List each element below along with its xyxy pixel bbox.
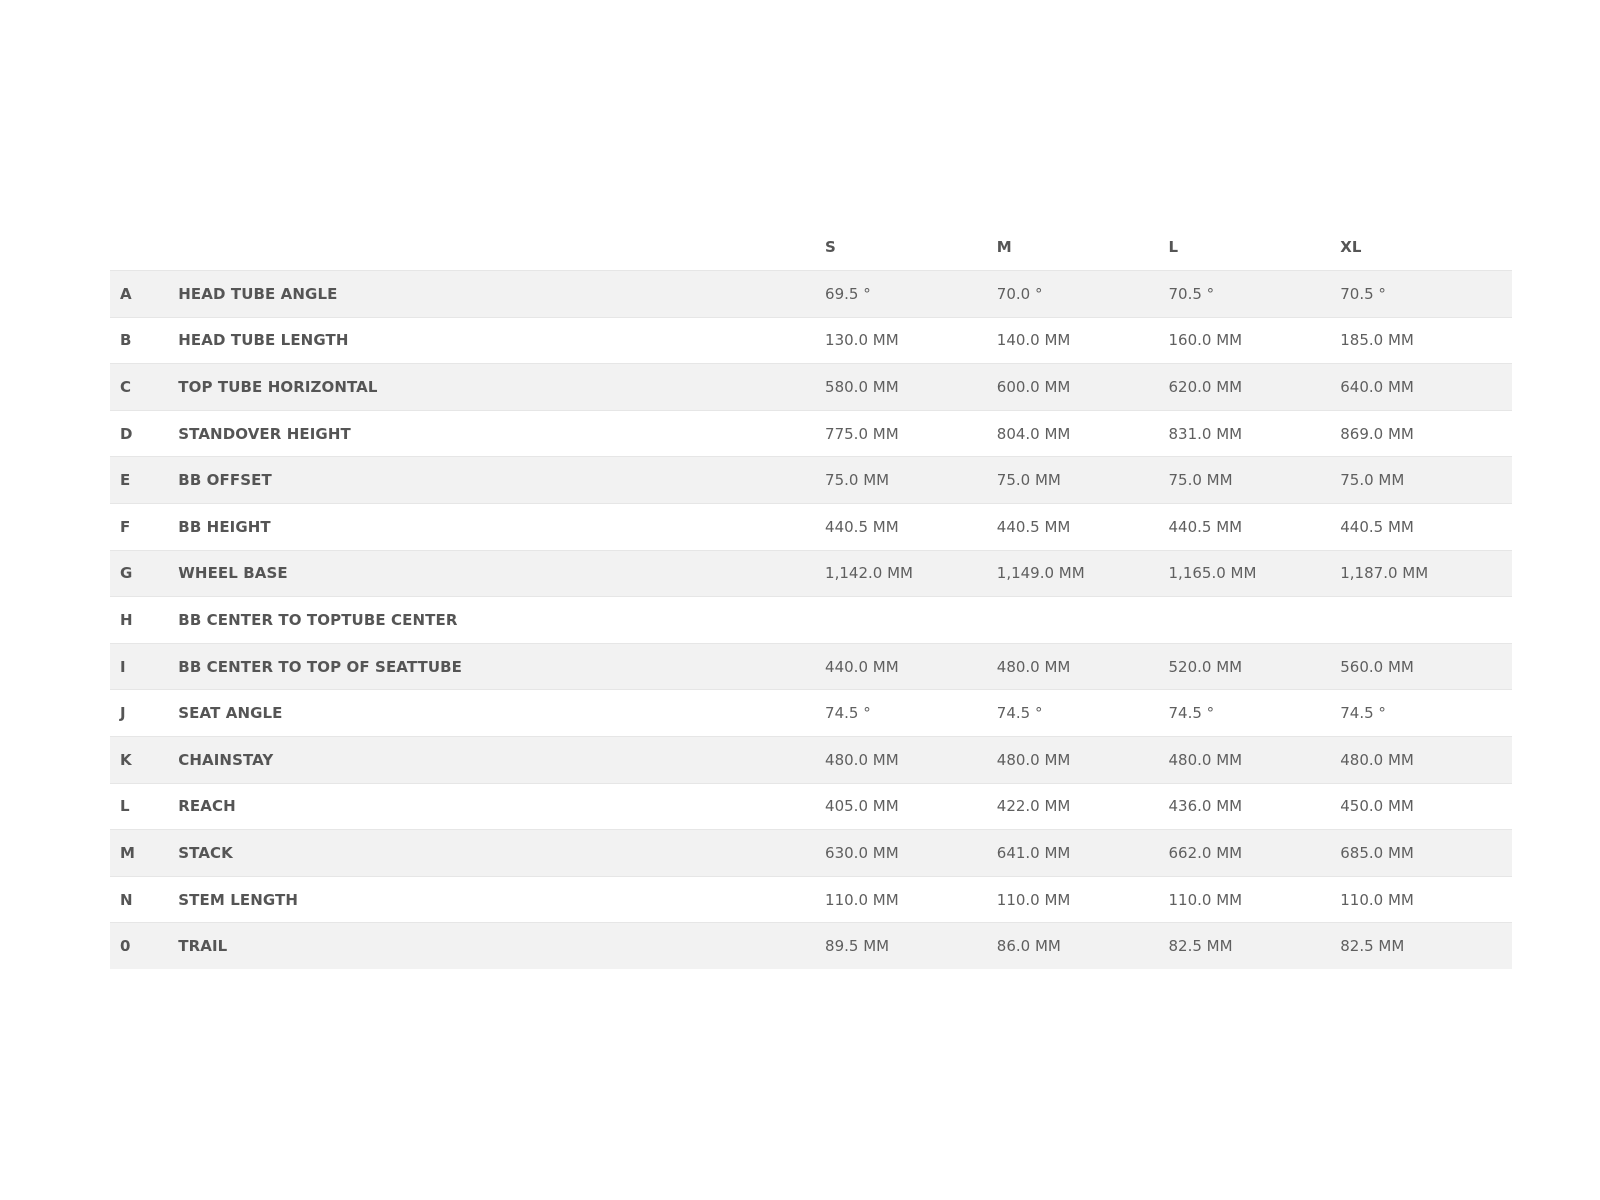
table-row (110, 690, 1512, 737)
value-cell-l: 110.0 MM (1169, 876, 1341, 923)
row-label: BB HEIGHT (178, 503, 825, 550)
row-letter: D (110, 410, 178, 457)
table-row (110, 364, 1512, 411)
value-cell-xl: 110.0 MM (1340, 876, 1512, 923)
value-cell-l: 1,165.0 MM (1169, 550, 1341, 597)
value-cell-l (1169, 597, 1341, 644)
row-letter: 0 (110, 923, 178, 970)
row-label: STACK (178, 830, 825, 877)
value-cell-l: 662.0 MM (1169, 830, 1341, 877)
table-body (110, 271, 1512, 970)
value-cell-xl: 560.0 MM (1340, 643, 1512, 690)
value-cell-xl: 1,187.0 MM (1340, 550, 1512, 597)
value-cell-m: 480.0 MM (997, 643, 1169, 690)
row-label: STEM LENGTH (178, 876, 825, 923)
value-cell-xl: 70.5 ° (1340, 271, 1512, 318)
value-cell-l: 75.0 MM (1169, 457, 1341, 504)
value-cell-m: 86.0 MM (997, 923, 1169, 970)
row-letter: A (110, 271, 178, 318)
value-cell-s: 480.0 MM (825, 736, 997, 783)
value-cell-l: 436.0 MM (1169, 783, 1341, 830)
row-letter: F (110, 503, 178, 550)
table-row (110, 550, 1512, 597)
value-cell-xl: 685.0 MM (1340, 830, 1512, 877)
value-cell-l: 440.5 MM (1169, 503, 1341, 550)
value-cell-xl: 185.0 MM (1340, 317, 1512, 364)
value-cell-s: 89.5 MM (825, 923, 997, 970)
value-cell-s: 69.5 ° (825, 271, 997, 318)
table-header (110, 224, 1512, 271)
table-row (110, 317, 1512, 364)
header-size-m: M (996, 238, 1012, 256)
row-letter: E (110, 457, 178, 504)
value-cell-s: 630.0 MM (825, 830, 997, 877)
value-cell-s: 440.5 MM (825, 503, 997, 550)
value-cell-m: 70.0 ° (997, 271, 1169, 318)
row-label: TOP TUBE HORIZONTAL (178, 364, 825, 411)
value-cell-xl: 74.5 ° (1340, 690, 1512, 737)
value-cell-m: 1,149.0 MM (997, 550, 1169, 597)
value-cell-xl: 480.0 MM (1340, 736, 1512, 783)
value-cell-l: 480.0 MM (1169, 736, 1341, 783)
value-cell-m: 74.5 ° (997, 690, 1169, 737)
value-cell-l: 620.0 MM (1169, 364, 1341, 411)
value-cell-m: 600.0 MM (997, 364, 1169, 411)
row-label: BB OFFSET (178, 457, 825, 504)
table-row (110, 503, 1512, 550)
value-cell-l: 70.5 ° (1169, 271, 1341, 318)
value-cell-xl: 82.5 MM (1340, 923, 1512, 970)
value-cell-s: 440.0 MM (825, 643, 997, 690)
header-letter-column (110, 224, 178, 271)
header-size-xl: XL (1340, 238, 1362, 256)
value-cell-m: 422.0 MM (997, 783, 1169, 830)
row-label: STANDOVER HEIGHT (178, 410, 825, 457)
value-cell-s: 74.5 ° (825, 690, 997, 737)
value-cell-m: 641.0 MM (997, 830, 1169, 877)
value-cell-xl: 869.0 MM (1340, 410, 1512, 457)
value-cell-s: 130.0 MM (825, 317, 997, 364)
table-row (110, 271, 1512, 318)
row-label: HEAD TUBE LENGTH (178, 317, 825, 364)
value-cell-m: 110.0 MM (997, 876, 1169, 923)
row-label: HEAD TUBE ANGLE (178, 271, 825, 318)
value-cell-l: 82.5 MM (1169, 923, 1341, 970)
row-label: REACH (178, 783, 825, 830)
value-cell-m: 480.0 MM (997, 736, 1169, 783)
row-letter: H (110, 597, 178, 644)
value-cell-m (997, 597, 1169, 644)
value-cell-m: 75.0 MM (997, 457, 1169, 504)
table-row (110, 830, 1512, 877)
table-row (110, 597, 1512, 644)
row-label: WHEEL BASE (178, 550, 825, 597)
row-letter: G (110, 550, 178, 597)
table-row (110, 783, 1512, 830)
row-letter: I (110, 643, 178, 690)
table-row (110, 410, 1512, 457)
value-cell-l: 74.5 ° (1169, 690, 1341, 737)
row-letter: N (110, 876, 178, 923)
row-letter: C (110, 364, 178, 411)
row-letter: M (110, 830, 178, 877)
row-label: BB CENTER TO TOPTUBE CENTER (178, 597, 825, 644)
table-row (110, 736, 1512, 783)
value-cell-m: 140.0 MM (997, 317, 1169, 364)
header-label-column (178, 224, 825, 271)
value-cell-s: 580.0 MM (825, 364, 997, 411)
value-cell-xl: 450.0 MM (1340, 783, 1512, 830)
row-letter: K (110, 736, 178, 783)
table-row (110, 643, 1512, 690)
value-cell-s: 1,142.0 MM (825, 550, 997, 597)
row-letter: J (110, 690, 178, 737)
row-letter: B (110, 317, 178, 364)
header-size-l: L (1168, 238, 1179, 256)
value-cell-xl: 75.0 MM (1340, 457, 1512, 504)
value-cell-xl: 440.5 MM (1340, 503, 1512, 550)
value-cell-m: 804.0 MM (997, 410, 1169, 457)
value-cell-xl: 640.0 MM (1340, 364, 1512, 411)
table-row (110, 457, 1512, 504)
row-label: CHAINSTAY (178, 736, 825, 783)
header-size-s: S (825, 238, 836, 256)
row-label: TRAIL (178, 923, 825, 970)
value-cell-s: 405.0 MM (825, 783, 997, 830)
value-cell-m: 440.5 MM (997, 503, 1169, 550)
geometry-table (110, 224, 1512, 969)
value-cell-s: 775.0 MM (825, 410, 997, 457)
table-row (110, 876, 1512, 923)
table-row (110, 923, 1512, 970)
value-cell-s: 110.0 MM (825, 876, 997, 923)
value-cell-xl (1340, 597, 1512, 644)
value-cell-l: 831.0 MM (1169, 410, 1341, 457)
row-letter: L (110, 783, 178, 830)
row-label: SEAT ANGLE (178, 690, 825, 737)
value-cell-s: 75.0 MM (825, 457, 997, 504)
value-cell-s (825, 597, 997, 644)
row-label: BB CENTER TO TOP OF SEATTUBE (178, 643, 825, 690)
header-row (110, 224, 1512, 271)
value-cell-l: 160.0 MM (1169, 317, 1341, 364)
value-cell-l: 520.0 MM (1169, 643, 1341, 690)
